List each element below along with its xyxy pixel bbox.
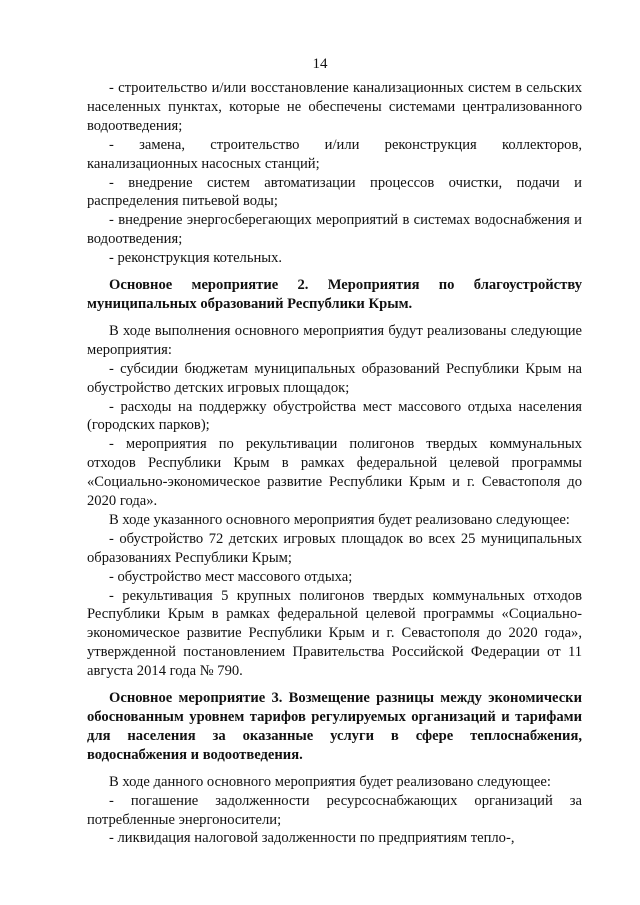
- list-item: - строительство и/или восстановление канализационных систем в сельских населенных пунктах, которые не обеспечены системами централизованного водоотведения;: [87, 80, 582, 134]
- list-item: - обустройство мест массового отдыха;: [109, 568, 353, 585]
- paragraph: В ходе данного основного мероприятия будет реализовано следующее:: [109, 773, 551, 790]
- list-item: - обустройство 72 детских игровых площадок во всех 25 муниципальных образованиях Республики Крым;: [87, 530, 582, 566]
- list-item: - мероприятия по рекультивации полигонов твердых коммунальных отходов Республики Крым в рамках федеральной целевой программы «Социально-экономическое развитие Республики Крым и г. Севастополя до 2020 года».: [87, 436, 582, 510]
- section-heading: Основное мероприятие 3. Возмещение разницы между экономически обоснованным уровнем тарифов регулируемых организаций и тарифами для населения за оказанные услуги в сфере теплоснабжения, водоснабжения и водоотведения.: [87, 690, 582, 763]
- list-item: - субсидии бюджетам муниципальных образований Республики Крым на обустройство детских игровых площадок;: [87, 360, 582, 396]
- list-item: - реконструкция котельных.: [109, 250, 283, 267]
- list-item: - внедрение систем автоматизации процессов очистки, подачи и распределения питьевой воды;: [87, 174, 582, 210]
- list-item: - рекультивация 5 крупных полигонов твердых коммунальных отходов Республики Крым в рамках федеральной целевой программы «Социально-экономическое развитие Республики Крым и г. Севастополя до 2020 года», утвержденной постановлением Правительства Российской Федерации от 11 августа 2014 года № 790.: [87, 587, 582, 680]
- list-item: - расходы на поддержку обустройства мест массового отдыха населения (городских парков);: [87, 398, 582, 434]
- list-item: - замена, строительство и/или реконструкция коллекторов, канализационных насосных станций;: [87, 136, 582, 172]
- list-item: - погашение задолженности ресурсоснабжающих организаций за потребленные энергоносители;: [87, 792, 582, 828]
- list-item: - ликвидация налоговой задолженности по предприятиям тепло-,: [109, 830, 515, 847]
- list-item: - внедрение энергосберегающих мероприятий в системах водоснабжения и водоотведения;: [87, 212, 582, 248]
- section-heading: Основное мероприятие 2. Мероприятия по благоустройству муниципальных образований Республики Крым.: [87, 277, 582, 312]
- page-number: 14: [312, 56, 328, 72]
- paragraph: В ходе указанного основного мероприятия будет реализовано следующее:: [109, 511, 570, 528]
- paragraph: В ходе выполнения основного мероприятия будут реализованы следующие мероприятия:: [87, 322, 582, 358]
- document-body: [87, 79, 582, 848]
